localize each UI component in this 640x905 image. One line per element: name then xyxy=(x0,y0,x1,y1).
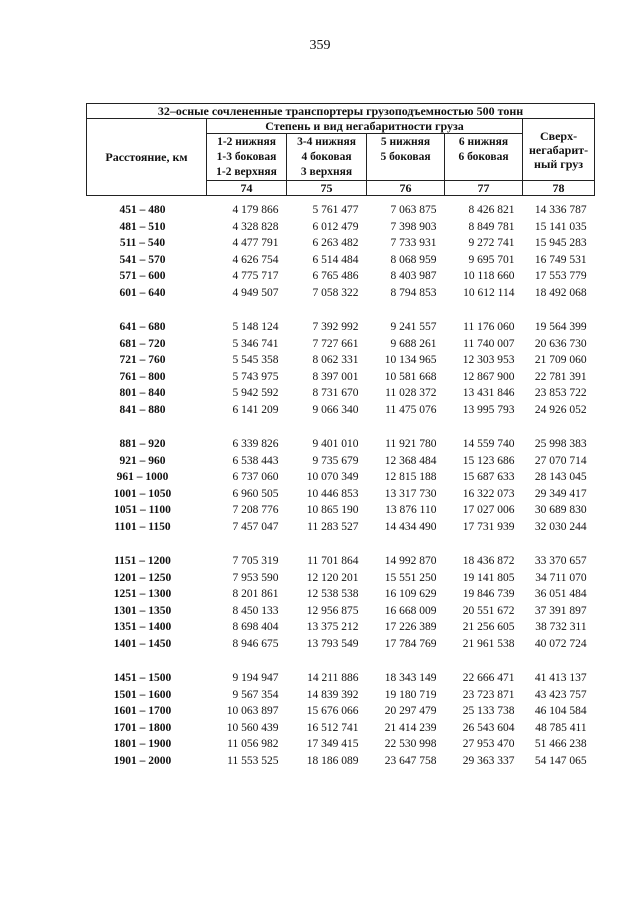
rate-cell: 12 120 201 xyxy=(306,571,359,584)
rate-cell: 10 560 439 xyxy=(226,721,279,734)
distance-cell: 1701 – 1800 xyxy=(113,721,172,734)
table-row xyxy=(87,369,595,386)
rate-cell: 18 186 089 xyxy=(306,754,359,767)
rate-cell: 14 211 886 xyxy=(307,672,359,684)
distance-header: Расстояние, км xyxy=(87,119,207,196)
sub-header-line: 6 боковая xyxy=(458,151,509,163)
table-row xyxy=(87,235,595,252)
rate-cell: 18 436 872 xyxy=(462,555,515,567)
distance-cell: 641 – 680 xyxy=(119,321,166,333)
rate-cell: 5 761 477 xyxy=(312,204,359,216)
distance-cell: 721 – 760 xyxy=(119,354,166,366)
distance-cell: 1451 – 1500 xyxy=(113,672,172,684)
rate-cell: 14 434 490 xyxy=(384,520,437,533)
rate-cell: 30 689 830 xyxy=(534,504,587,516)
rate-cell: 6 012 479 xyxy=(312,220,359,233)
column-number: 77 xyxy=(445,181,523,196)
distance-cell: 1901 – 2000 xyxy=(113,754,172,767)
rate-cell: 21 256 605 xyxy=(462,621,515,633)
table-row xyxy=(87,603,595,620)
rate-cell: 17 349 415 xyxy=(306,738,359,750)
rate-cell: 12 867 900 xyxy=(462,370,515,383)
group-spacer xyxy=(87,535,595,553)
group-spacer xyxy=(87,418,595,436)
rate-cell: 15 123 686 xyxy=(462,454,515,467)
table-row xyxy=(87,670,595,687)
distance-cell: 921 – 960 xyxy=(119,454,166,467)
rate-cell: 7 727 661 xyxy=(312,337,359,350)
table-row xyxy=(87,202,595,219)
table-row xyxy=(87,285,595,302)
over-header-line: Сверх- xyxy=(539,128,578,143)
distance-cell: 511 – 540 xyxy=(119,237,166,249)
table-row xyxy=(87,753,595,770)
rate-cell: 23 647 758 xyxy=(384,754,437,767)
rate-cell: 11 553 525 xyxy=(227,754,279,767)
distance-cell: 481 – 510 xyxy=(119,220,166,233)
rate-cell: 51 466 238 xyxy=(534,738,587,750)
table-row xyxy=(87,553,595,570)
rate-cell: 11 921 780 xyxy=(385,438,437,450)
rate-cell: 7 058 322 xyxy=(312,286,359,299)
distance-cell: 1401 – 1450 xyxy=(113,637,172,650)
grade-header: Степень и вид негабаритности груза xyxy=(207,119,523,134)
rate-cell: 15 945 283 xyxy=(534,237,587,249)
rate-cell: 16 109 629 xyxy=(384,588,437,600)
table-body xyxy=(87,196,595,770)
table-row xyxy=(87,703,595,720)
distance-cell: 1601 – 1700 xyxy=(113,705,172,717)
rate-cell: 12 303 953 xyxy=(462,354,515,366)
rate-cell: 11 701 864 xyxy=(307,555,359,567)
rate-cell: 20 297 479 xyxy=(384,705,437,717)
rate-cell: 8 450 133 xyxy=(232,604,279,617)
rate-cell: 8 062 331 xyxy=(312,354,359,366)
rate-cell: 6 141 209 xyxy=(232,403,279,416)
rate-cell: 16 749 531 xyxy=(534,253,587,266)
table-row xyxy=(87,570,595,587)
distance-cell: 881 – 920 xyxy=(119,438,166,450)
rate-cell: 32 030 244 xyxy=(534,520,587,533)
rate-cell: 25 133 738 xyxy=(462,705,515,717)
column-number: 74 xyxy=(207,181,287,196)
distance-cell: 541 – 570 xyxy=(119,253,166,266)
distance-cell: 1201 – 1250 xyxy=(113,571,172,584)
rate-cell: 21 709 060 xyxy=(534,354,587,366)
sub-header-75 xyxy=(287,134,367,181)
rate-cell: 11 056 982 xyxy=(227,738,279,750)
rate-cell: 11 176 060 xyxy=(463,321,515,333)
sub-header-line: 1-3 боковая xyxy=(216,151,277,163)
table-row xyxy=(87,319,595,336)
over-header-line: негабарит- xyxy=(528,142,589,157)
rate-cell: 4 477 791 xyxy=(232,237,279,249)
rate-cell: 7 457 047 xyxy=(232,520,279,533)
rate-cell: 10 063 897 xyxy=(226,705,279,717)
rate-cell: 12 368 484 xyxy=(384,454,437,467)
rate-cell: 36 051 484 xyxy=(534,588,587,600)
rate-cell: 54 147 065 xyxy=(534,754,587,767)
distance-cell: 1501 – 1600 xyxy=(113,688,172,701)
rate-cell: 17 226 389 xyxy=(384,621,437,633)
rate-cell: 5 942 592 xyxy=(232,387,279,399)
rate-cell: 17 784 769 xyxy=(384,637,437,650)
rate-cell: 16 668 009 xyxy=(384,604,437,617)
rate-cell: 23 853 722 xyxy=(534,387,587,399)
rate-cell: 6 263 482 xyxy=(312,237,359,249)
distance-cell: 451 – 480 xyxy=(119,204,166,216)
distance-cell: 1151 – 1200 xyxy=(114,555,171,567)
rate-cell: 14 839 392 xyxy=(306,688,359,701)
rate-cell: 14 559 740 xyxy=(462,438,515,450)
rate-cell: 4 775 717 xyxy=(232,270,279,282)
rate-cell: 29 363 337 xyxy=(462,754,515,767)
rate-cell: 7 392 992 xyxy=(312,321,359,333)
rate-cell: 13 876 110 xyxy=(385,504,437,516)
rate-cell: 11 475 076 xyxy=(385,403,437,416)
distance-cell: 841 – 880 xyxy=(119,403,166,416)
distance-cell: 1801 – 1900 xyxy=(113,738,172,750)
rate-cell: 15 676 066 xyxy=(306,705,359,717)
rate-cell: 10 118 660 xyxy=(463,270,515,282)
rate-cell: 12 956 875 xyxy=(306,604,359,617)
table-row xyxy=(87,519,595,536)
distance-cell: 571 – 600 xyxy=(119,270,166,282)
rate-cell: 6 737 060 xyxy=(232,471,279,483)
distance-cell: 1001 – 1050 xyxy=(113,487,172,500)
rate-cell: 40 072 724 xyxy=(534,637,587,650)
distance-cell: 681 – 720 xyxy=(119,337,166,350)
rate-cell: 4 179 866 xyxy=(232,204,279,216)
rate-cell: 10 070 349 xyxy=(306,471,359,483)
rate-cell: 17 553 779 xyxy=(534,270,587,282)
rate-cell: 9 735 679 xyxy=(312,454,359,467)
table-row xyxy=(87,736,595,753)
sub-header-line: 1-2 верхняя xyxy=(216,166,277,178)
table-title: 32–осные сочлененные транспортеры грузоподъемностью 500 тонн xyxy=(87,104,595,119)
sub-header-77 xyxy=(445,134,523,181)
rate-cell: 7 398 903 xyxy=(390,220,437,233)
rate-cell: 14 336 787 xyxy=(534,204,587,216)
table-row xyxy=(87,402,595,419)
rate-cell: 46 104 584 xyxy=(534,705,587,717)
sub-header-line: 5 боковая xyxy=(380,151,431,163)
rate-cell: 13 317 730 xyxy=(384,487,437,500)
rate-cell: 9 688 261 xyxy=(390,337,437,350)
sub-header-line: 3 верхняя xyxy=(300,166,353,178)
rate-cell: 7 063 875 xyxy=(390,204,437,216)
rate-cell: 8 794 853 xyxy=(390,286,437,299)
rate-cell: 12 538 538 xyxy=(306,588,359,600)
sub-header-line: 3-4 нижняя xyxy=(297,136,356,148)
rate-cell: 21 961 538 xyxy=(462,637,515,650)
rate-cell: 11 740 007 xyxy=(463,337,515,350)
rate-cell: 8 849 781 xyxy=(468,220,515,233)
rate-cell: 6 339 826 xyxy=(232,438,279,450)
page-number: 359 xyxy=(309,38,331,53)
rate-cell: 33 370 657 xyxy=(534,555,587,567)
rate-cell: 9 272 741 xyxy=(468,237,515,249)
rate-cell: 4 328 828 xyxy=(232,220,279,233)
rate-cell: 7 208 776 xyxy=(232,504,279,516)
rate-cell: 25 998 383 xyxy=(534,438,587,450)
rate-cell: 13 375 212 xyxy=(306,621,359,633)
rate-cell: 10 581 668 xyxy=(384,370,437,383)
over-gauge-header xyxy=(523,119,595,181)
rate-cell: 16 322 073 xyxy=(462,487,515,500)
rate-cell: 23 723 871 xyxy=(462,688,515,701)
distance-cell: 1101 – 1150 xyxy=(114,520,171,533)
rate-cell: 8 731 670 xyxy=(312,387,359,399)
column-number: 78 xyxy=(523,181,595,196)
rate-cell: 22 781 391 xyxy=(534,370,587,383)
rate-cell: 19 141 805 xyxy=(462,571,515,584)
group-spacer xyxy=(87,301,595,319)
rate-cell: 27 953 470 xyxy=(462,738,515,750)
rate-cell: 20 636 730 xyxy=(534,337,587,350)
rate-cell: 22 666 471 xyxy=(462,672,515,684)
rate-cell: 34 711 070 xyxy=(535,571,587,584)
rate-cell: 8 426 821 xyxy=(468,204,515,216)
rate-cell: 37 391 897 xyxy=(534,604,587,617)
rate-cell: 28 143 045 xyxy=(534,471,587,483)
rate-cell: 7 733 931 xyxy=(390,237,437,249)
distance-cell: 1351 – 1400 xyxy=(113,621,172,633)
rate-cell: 41 413 137 xyxy=(534,672,587,684)
rate-cell: 5 346 741 xyxy=(232,337,279,350)
table-row xyxy=(87,636,595,653)
rate-cell: 7 953 590 xyxy=(232,571,279,584)
sub-header-line: 5 нижняя xyxy=(380,136,431,148)
table-row xyxy=(87,352,595,369)
column-number: 75 xyxy=(287,181,367,196)
rate-cell: 17 731 939 xyxy=(462,520,515,533)
rate-cell: 18 343 149 xyxy=(384,672,437,684)
rate-cell: 9 066 340 xyxy=(312,403,359,416)
rate-cell: 11 283 527 xyxy=(307,520,359,533)
rate-cell: 10 446 853 xyxy=(306,487,359,500)
rate-cell: 11 028 372 xyxy=(385,387,437,399)
rate-cell: 12 815 188 xyxy=(384,471,437,483)
rate-cell: 15 141 035 xyxy=(534,220,587,233)
rate-cell: 9 695 701 xyxy=(468,253,515,266)
rate-cell: 5 148 124 xyxy=(232,321,279,333)
table-row xyxy=(87,720,595,737)
table-row xyxy=(87,586,595,603)
sub-header-line: 6 нижняя xyxy=(458,136,509,148)
sub-header-74 xyxy=(207,134,287,181)
over-header-line: ный груз xyxy=(534,156,584,171)
table-row xyxy=(87,268,595,285)
rate-cell: 8 403 987 xyxy=(390,270,437,282)
rate-cell: 6 960 505 xyxy=(232,487,279,500)
rate-cell: 10 612 114 xyxy=(463,286,515,299)
table-row xyxy=(87,385,595,402)
rate-cell: 8 698 404 xyxy=(232,621,279,633)
rate-cell: 22 530 998 xyxy=(384,738,437,750)
table-row xyxy=(87,502,595,519)
rate-cell: 8 201 861 xyxy=(232,588,279,600)
rate-cell: 20 551 672 xyxy=(462,604,515,617)
rate-cell: 13 431 846 xyxy=(462,387,515,399)
table-row xyxy=(87,219,595,236)
column-number: 76 xyxy=(367,181,445,196)
rate-cell: 5 743 975 xyxy=(232,370,279,383)
rate-cell: 9 567 354 xyxy=(232,688,279,701)
distance-cell: 761 – 800 xyxy=(119,370,166,383)
rate-cell: 13 793 549 xyxy=(306,637,359,650)
rate-cell: 10 134 965 xyxy=(384,354,437,366)
table-row xyxy=(87,336,595,353)
rate-cell: 16 512 741 xyxy=(306,721,359,734)
rate-cell: 8 397 001 xyxy=(312,370,359,383)
group-spacer xyxy=(87,652,595,670)
rate-cell: 29 349 417 xyxy=(534,487,587,500)
rate-cell: 8 068 959 xyxy=(390,253,437,266)
sub-header-76 xyxy=(367,134,445,181)
rate-cell: 9 194 947 xyxy=(232,672,279,684)
rate-cell: 24 926 052 xyxy=(534,403,587,416)
rate-cell: 43 423 757 xyxy=(534,688,587,701)
rate-cell: 6 514 484 xyxy=(312,253,359,266)
rate-cell: 27 070 714 xyxy=(534,454,587,467)
rate-cell: 15 551 250 xyxy=(384,571,437,584)
tariff-table xyxy=(86,103,595,769)
table-row xyxy=(87,687,595,704)
rate-cell: 10 865 190 xyxy=(306,504,359,516)
sub-header-line: 4 боковая xyxy=(301,151,352,163)
rate-cell: 4 949 507 xyxy=(232,286,279,299)
rate-cell: 7 705 319 xyxy=(232,555,279,567)
rate-cell: 21 414 239 xyxy=(384,721,437,734)
rate-cell: 14 992 870 xyxy=(384,555,437,567)
rate-cell: 19 564 399 xyxy=(534,321,587,333)
table-row xyxy=(87,486,595,503)
sub-header-line: 1-2 нижняя xyxy=(217,136,276,148)
rate-cell: 13 995 793 xyxy=(462,403,515,416)
rate-cell: 5 545 358 xyxy=(232,354,279,366)
rate-cell: 15 687 633 xyxy=(462,471,515,483)
rate-cell: 19 846 739 xyxy=(462,588,515,600)
table-row xyxy=(87,252,595,269)
rate-cell: 48 785 411 xyxy=(535,721,587,734)
distance-cell: 961 – 1000 xyxy=(116,471,169,483)
distance-cell: 1301 – 1350 xyxy=(113,604,172,617)
table-row xyxy=(87,436,595,453)
rate-cell: 9 401 010 xyxy=(312,438,359,450)
distance-cell: 1051 – 1100 xyxy=(114,504,171,516)
rate-cell: 4 626 754 xyxy=(232,253,279,266)
rate-cell: 6 538 443 xyxy=(232,454,279,467)
rate-cell: 6 765 486 xyxy=(312,270,359,282)
distance-cell: 801 – 840 xyxy=(119,387,166,399)
rate-cell: 19 180 719 xyxy=(384,688,437,701)
rate-cell: 17 027 006 xyxy=(462,504,515,516)
rate-cell: 18 492 068 xyxy=(534,286,587,299)
table-row xyxy=(87,469,595,486)
rate-cell: 9 241 557 xyxy=(390,321,437,333)
distance-cell: 1251 – 1300 xyxy=(113,588,172,600)
rate-cell: 26 543 604 xyxy=(462,721,515,734)
distance-cell: 601 – 640 xyxy=(119,286,166,299)
table-row xyxy=(87,453,595,470)
rate-cell: 38 732 311 xyxy=(535,621,587,633)
table-row xyxy=(87,619,595,636)
rate-cell: 8 946 675 xyxy=(232,637,279,650)
